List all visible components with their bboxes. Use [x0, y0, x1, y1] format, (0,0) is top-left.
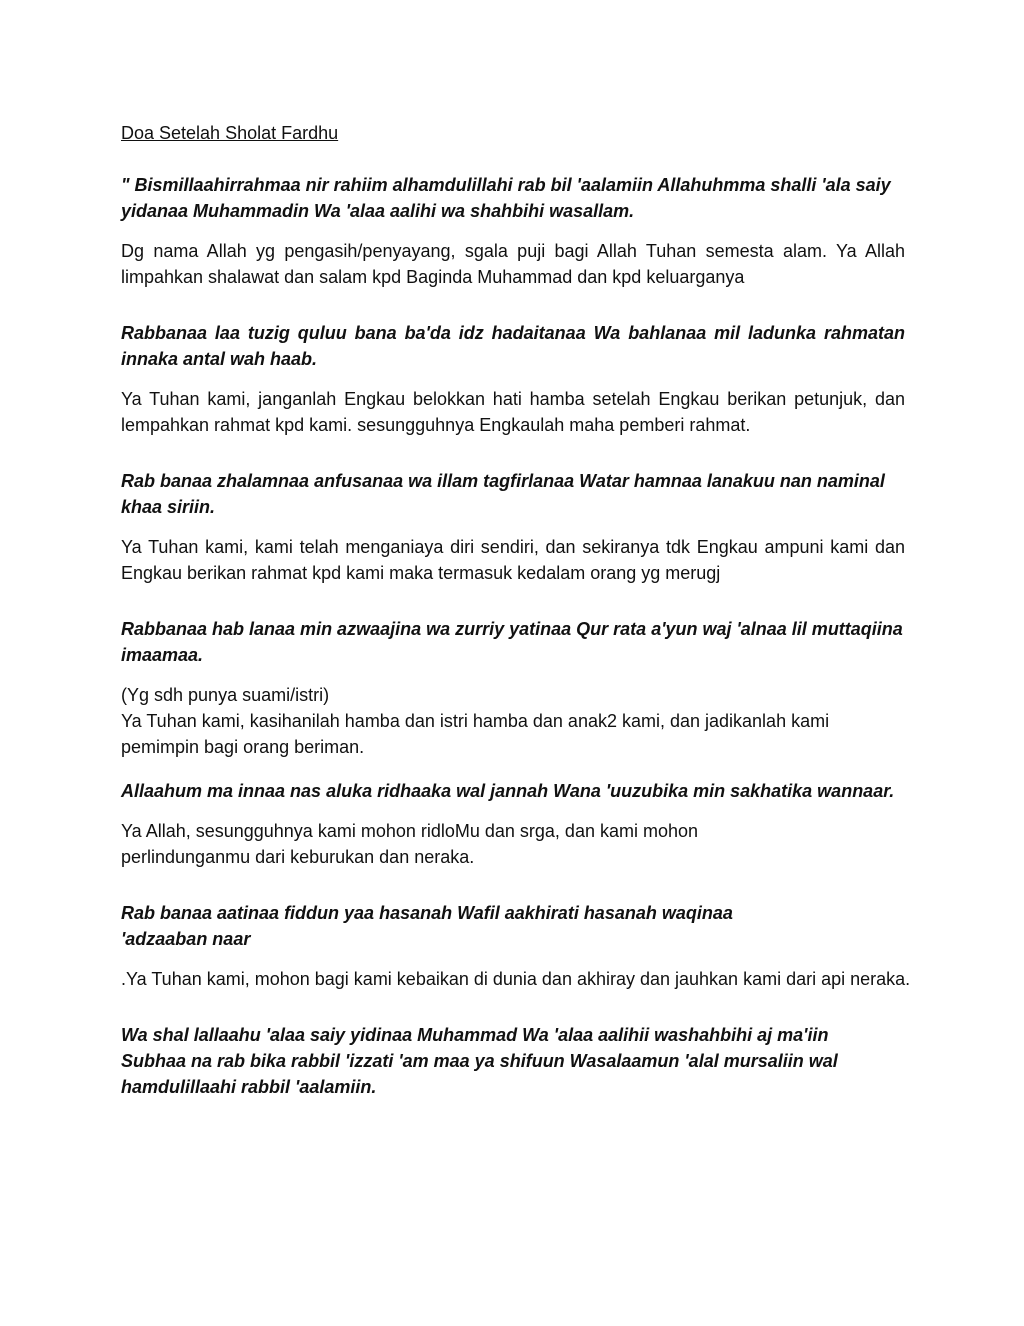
prayer-meaning-1: Dg nama Allah yg pengasih/penyayang, sgala puji bagi Allah Tuhan semesta alam. Ya Allah limpahkan shalawat dan salam kpd Baginda Muhammad dan kpd keluarganya: [121, 241, 905, 287]
prayer-meaning-2: Ya Tuhan kami, janganlah Engkau belokkan hati hamba setelah Engkau berikan petunjuk, dan lempahkan rahmat kpd kami. sesungguhnya Engkaulah maha pemberi rahmat.: [121, 389, 905, 435]
prayer-meaning-5: Ya Allah, sesungguhnya kami mohon ridloMu dan srga, dan kami mohon perlindunganmu dari keburukan dan neraka.: [121, 821, 699, 867]
prayer-arabic-4: Rabbanaa hab lanaa min azwaajina wa zurriy yatinaa Qur rata a'yun waj 'alnaa lil muttaqiina imaamaa.: [121, 619, 903, 665]
prayer-arabic-3: Rab banaa zhalamnaa anfusanaa wa illam tagfirlanaa Watar hamnaa lanakuu nan naminal khaa siriin.: [121, 471, 885, 517]
document-body: [121, 120, 911, 1114]
prayer-meaning-6: .Ya Tuhan kami, mohon bagi kami kebaikan di dunia dan akhiray dan jauhkan kami dari api neraka.: [121, 969, 911, 989]
page-title: Doa Setelah Sholat Fardhu: [121, 123, 339, 143]
prayer-meaning-4: Ya Tuhan kami, kasihanilah hamba dan istri hamba dan anak2 kami, dan jadikanlah kami pemimpin bagi orang beriman.: [121, 711, 830, 757]
prayer-arabic-2: Rabbanaa laa tuzig quluu bana ba'da idz hadaitanaa Wa bahlanaa mil ladunka rahmatan innaka antal wah haab.: [121, 323, 905, 369]
prayer-arabic-5: Allaahum ma innaa nas aluka ridhaaka wal jannah Wana 'uuzubika min sakhatika wannaar.: [121, 781, 895, 801]
prayer-arabic-7: Wa shal lallaahu 'alaa saiy yidinaa Muhammad Wa 'alaa aalihii washahbihi aj ma'iin Subhaa na rab bika rabbil 'izzati 'am maa ya shifuun Wasalaamun 'alal mursaliin wal hamdulillaahi rabbil 'aalamiin.: [121, 1025, 838, 1097]
prayer-arabic-1: " Bismillaahirrahmaa nir rahiim alhamdulillahi rab bil 'aalamiin Allahuhmma shalli 'ala saiy yidanaa Muhammadin Wa 'alaa aalihi wa shahbihi wasallam.: [121, 175, 891, 221]
prayer-arabic-6: Rab banaa aatinaa fiddun yaa hasanah Wafil aakhirati hasanah waqinaa 'adzaaban naar: [121, 903, 733, 949]
prayer-meaning-3: Ya Tuhan kami, kami telah menganiaya diri sendiri, dan sekiranya tdk Engkau ampuni kami dan Engkau berikan rahmat kpd kami maka termasuk kedalam orang yg merugj: [121, 537, 905, 583]
prayer-note-4: (Yg sdh punya suami/istri): [121, 685, 330, 705]
